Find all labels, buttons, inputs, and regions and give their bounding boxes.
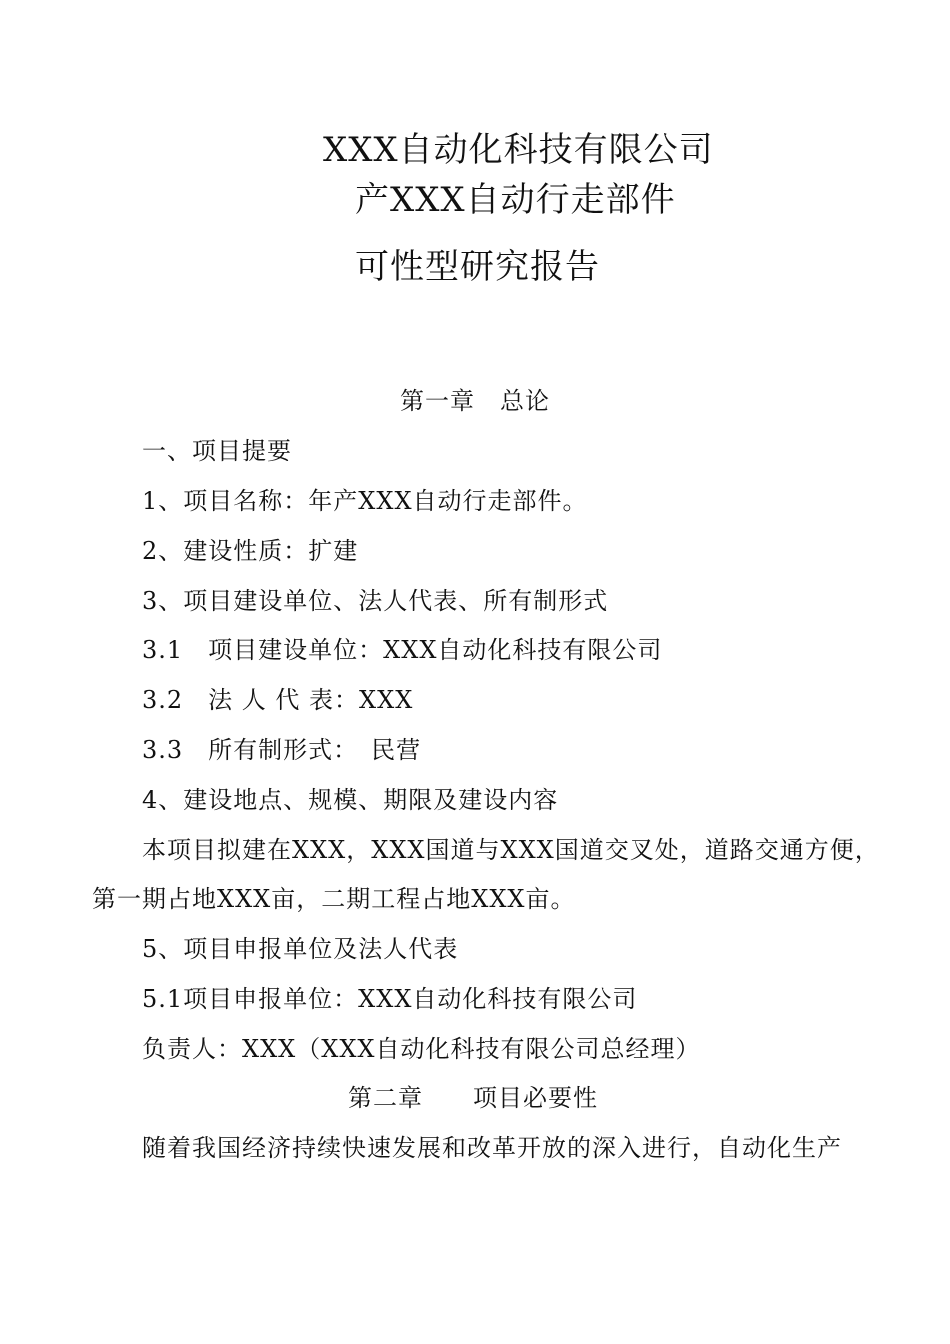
item-project-name: 1、项目名称：年产XXX自动行走部件。 bbox=[142, 487, 588, 515]
item-location-scale: 4、建设地点、规模、期限及建设内容 bbox=[142, 786, 559, 814]
item-3-2-legal-representative: 3.2 法 人 代 表：XXX bbox=[142, 686, 414, 714]
title-line-3: 可性型研究报告 bbox=[355, 247, 600, 287]
title-line-1: XXX自动化科技有限公司 bbox=[323, 130, 714, 170]
item-5-1-applicant-unit: 5.1项目申报单位：XXX自动化科技有限公司 bbox=[142, 985, 638, 1013]
item-construction-nature: 2、建设性质：扩建 bbox=[142, 537, 359, 565]
item-3-1-construction-unit: 3.1 项目建设单位：XXX自动化科技有限公司 bbox=[142, 636, 663, 664]
item-applicant-representative: 5、项目申报单位及法人代表 bbox=[142, 935, 459, 963]
item-person-in-charge: 负责人：XXX（XXX自动化科技有限公司总经理） bbox=[142, 1035, 701, 1063]
chapter-2-heading: 第二章 项目必要性 bbox=[348, 1084, 598, 1112]
item-3-3-ownership-form: 3.3 所有制形式： 民营 bbox=[142, 736, 422, 764]
paragraph-location-line-2: 第一期占地XXX亩，二期工程占地XXX亩。 bbox=[92, 885, 576, 913]
section-project-summary: 一、项目提要 bbox=[142, 437, 292, 465]
chapter-2-paragraph-line-1: 随着我国经济持续快速发展和改革开放的深入进行，自动化生产 bbox=[142, 1134, 842, 1162]
item-unit-representative-ownership: 3、项目建设单位、法人代表、所有制形式 bbox=[142, 587, 609, 615]
paragraph-location-line-1: 本项目拟建在XXX，XXX国道与XXX国道交叉处，道路交通方便， bbox=[142, 836, 880, 864]
chapter-1-heading: 第一章 总论 bbox=[400, 387, 550, 415]
title-line-2: 产XXX自动行走部件 bbox=[355, 180, 676, 220]
